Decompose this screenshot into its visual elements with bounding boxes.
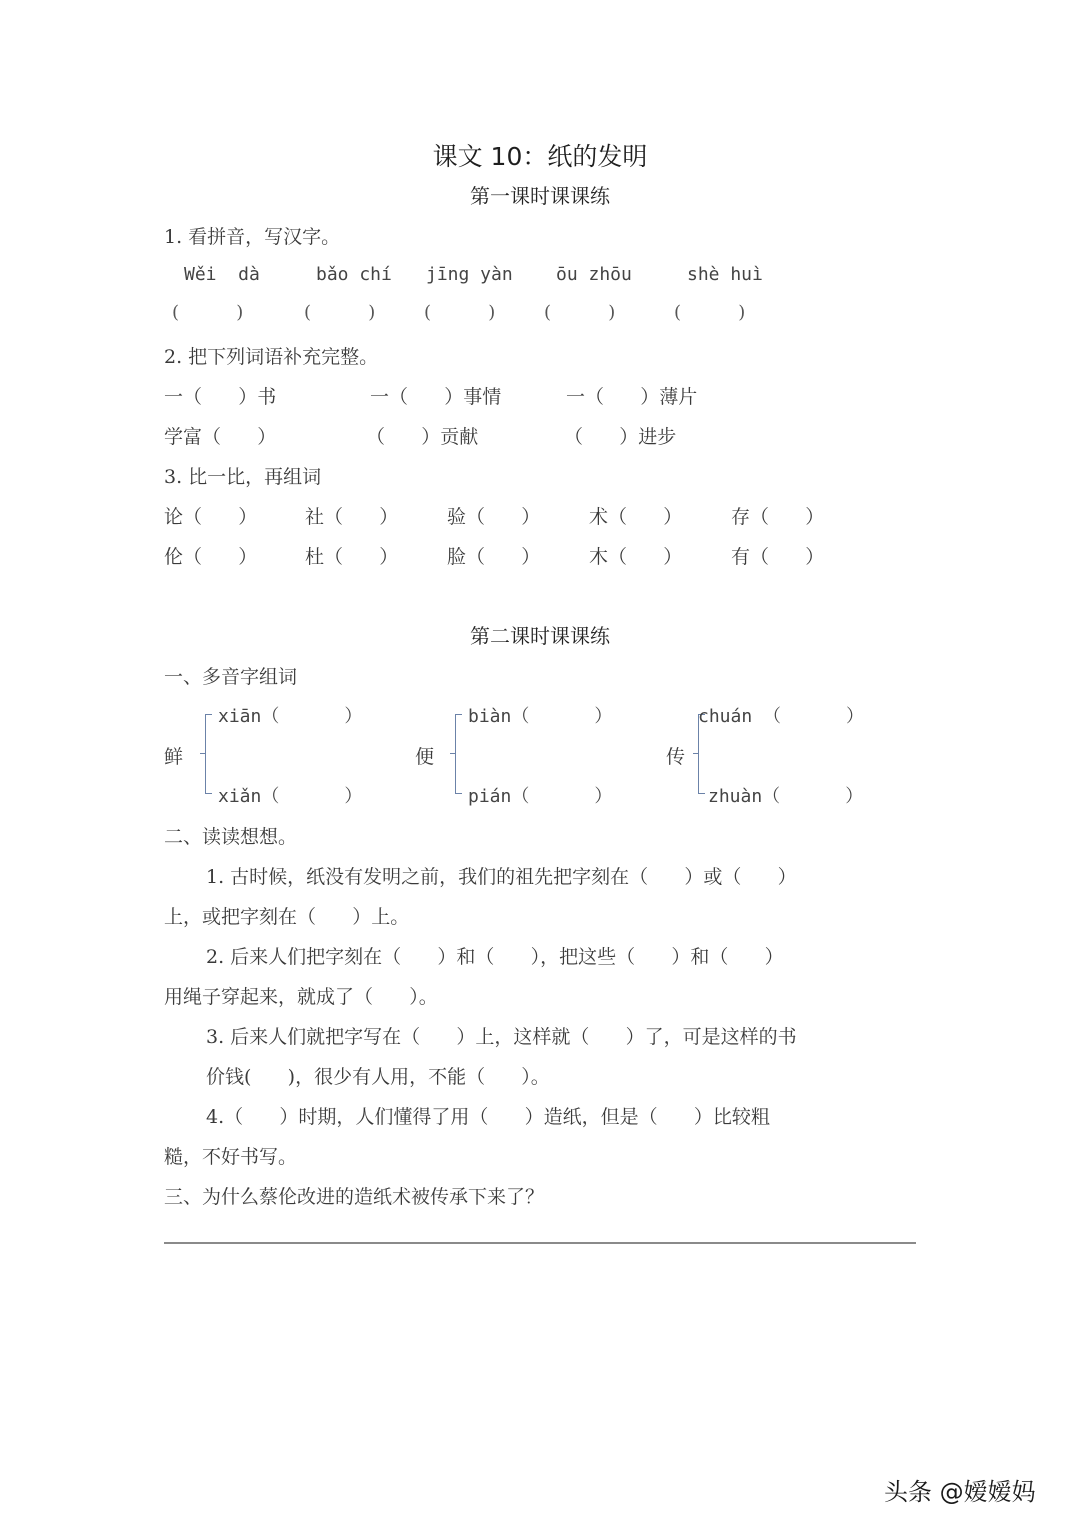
reading-item-4-line2[interactable]: 糙，不好书写。 bbox=[164, 1146, 298, 1168]
fill-word[interactable]: 一（ ）书 bbox=[164, 386, 277, 408]
fill-word[interactable]: 一（ ）事情 bbox=[370, 386, 502, 408]
polyphone-char: 便 bbox=[415, 746, 435, 768]
polyphone-char: 鲜 bbox=[164, 746, 184, 768]
fill-word[interactable]: 学富（ ） bbox=[164, 426, 277, 448]
fill-word[interactable]: 一（ ）薄片 bbox=[566, 386, 698, 408]
reading-item-4-line1[interactable]: 4.（ ）时期，人们懂得了用（ ）造纸，但是（ ）比较粗 bbox=[206, 1106, 770, 1128]
part1-label: 一、多音字组词 bbox=[164, 666, 298, 688]
compare-word[interactable]: 杜（ ） bbox=[305, 546, 399, 568]
brace-tick bbox=[450, 753, 456, 754]
compare-word[interactable]: 论（ ） bbox=[164, 506, 258, 528]
answer-line[interactable] bbox=[164, 1242, 916, 1244]
fill-word[interactable]: （ ）进步 bbox=[564, 426, 677, 448]
lesson1-heading: 第一课时课课练 bbox=[470, 184, 610, 208]
page-title: 课文 10：纸的发明 bbox=[432, 142, 648, 171]
polyphone-top[interactable]: xiān（ ） bbox=[218, 706, 363, 727]
reading-item-2-line2[interactable]: 用绳子穿起来，就成了（ ）。 bbox=[164, 986, 438, 1008]
reading-item-2-line1[interactable]: 2. 后来人们把字刻在（ ）和（ ），把这些（ ）和（ ） bbox=[206, 946, 784, 968]
polyphone-top[interactable]: biàn（ ） bbox=[468, 706, 613, 727]
compare-word[interactable]: 伦（ ） bbox=[164, 546, 258, 568]
compare-word[interactable]: 验（ ） bbox=[447, 506, 541, 528]
compare-word[interactable]: 存（ ） bbox=[731, 506, 825, 528]
q2-label: 2. 把下列词语补充完整。 bbox=[164, 346, 379, 368]
brace-icon bbox=[455, 714, 462, 794]
pinyin-2: bǎo chí bbox=[316, 264, 392, 285]
polyphone-top[interactable]: chuán （ ） bbox=[698, 706, 865, 727]
reading-item-1-line1[interactable]: 1. 古时候，纸没有发明之前，我们的祖先把字刻在（ ）或（ ） bbox=[206, 866, 797, 888]
pinyin-4: ōu zhōu bbox=[556, 264, 632, 285]
q1-label: 1. 看拼音，写汉字。 bbox=[164, 226, 341, 248]
lesson2-heading: 第二课时课课练 bbox=[470, 624, 610, 648]
pinyin-1: Wěi dà bbox=[184, 264, 260, 285]
answer-blank[interactable]: ( ) bbox=[544, 302, 616, 323]
compare-word[interactable]: 有（ ） bbox=[731, 546, 825, 568]
pinyin-3: jīng yàn bbox=[426, 264, 513, 285]
reading-item-3-line1[interactable]: 3. 后来人们就把字写在（ ）上，这样就（ ）了，可是这样的书 bbox=[206, 1026, 797, 1048]
answer-blank[interactable]: ( ) bbox=[172, 302, 244, 323]
polyphone-char: 传 bbox=[666, 746, 686, 768]
q3-label: 3. 比一比，再组词 bbox=[164, 466, 322, 488]
pinyin-5: shè huì bbox=[687, 264, 763, 285]
compare-word[interactable]: 脸（ ） bbox=[447, 546, 541, 568]
brace-icon bbox=[205, 714, 212, 794]
watermark: 头条 @嫒嫒妈 bbox=[884, 1478, 1036, 1506]
polyphone-bottom[interactable]: pián（ ） bbox=[468, 786, 613, 807]
answer-blank[interactable]: ( ) bbox=[304, 302, 376, 323]
compare-word[interactable]: 术（ ） bbox=[589, 506, 683, 528]
compare-word[interactable]: 社（ ） bbox=[305, 506, 399, 528]
part3-question: 三、为什么蔡伦改进的造纸术被传承下来了？ bbox=[164, 1186, 545, 1208]
answer-blank[interactable]: ( ) bbox=[674, 302, 746, 323]
compare-word[interactable]: 木（ ） bbox=[589, 546, 683, 568]
part2-label: 二、读读想想。 bbox=[164, 826, 298, 848]
polyphone-bottom[interactable]: zhuàn（ ） bbox=[708, 786, 864, 807]
reading-item-1-line2[interactable]: 上，或把字刻在（ ）上。 bbox=[164, 906, 410, 928]
answer-blank[interactable]: ( ) bbox=[424, 302, 496, 323]
polyphone-bottom[interactable]: xiǎn（ ） bbox=[218, 786, 363, 807]
brace-tick bbox=[200, 753, 206, 754]
reading-item-3-line2[interactable]: 价钱( )，很少有人用，不能（ ）。 bbox=[206, 1066, 550, 1088]
brace-tick bbox=[693, 753, 699, 754]
fill-word[interactable]: （ ）贡献 bbox=[366, 426, 479, 448]
